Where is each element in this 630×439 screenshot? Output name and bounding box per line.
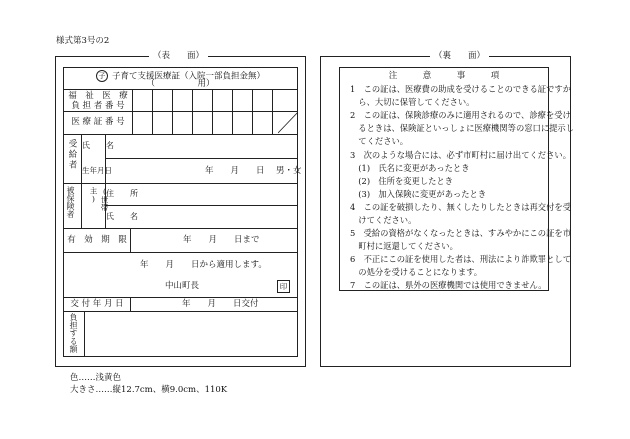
cell-line (192, 89, 193, 134)
label-name-2: 氏 名 (106, 212, 138, 221)
apply-text: 年 月 日から適用します。 (140, 260, 267, 270)
front-title-text: 子育て支援医療証（入院一部負担金無） (111, 71, 265, 82)
divider (63, 311, 298, 312)
back-heading: 注 意 事 項 (388, 71, 500, 81)
circled-ko-icon: 子 (96, 70, 108, 82)
note-line: (1) 氏名に変更があったとき (350, 163, 470, 173)
front-section-label: （表 面） (149, 52, 208, 61)
front-subtitle: （ 用） (146, 79, 215, 89)
label-futansha-bangou: 負 担 者 番 号 (71, 101, 125, 111)
label-jukyusha: 受給者 (67, 139, 77, 171)
note-line: (3) 加入保険に変更があったとき (350, 189, 487, 199)
note-line: るときは、保険証といっしょに医療機関等の窓口に提示し (350, 123, 575, 133)
cell-line (232, 89, 233, 134)
note-line: 3 次のような場合には、必ず市町村に届け出てください。 (350, 150, 571, 160)
label-fukushi-iryou: 福 祉 医 療 (68, 91, 128, 101)
cell-line (84, 311, 85, 357)
note-line: 7 この証は、県外の医療機関では使用できません。 (350, 280, 547, 290)
note-line: 2 この証は、保険診療のみに適用されるので、診療を受け (350, 110, 571, 120)
back-section-label: （裏 面） (430, 52, 489, 61)
corner-slash (278, 111, 298, 134)
cell-line (132, 89, 133, 134)
form-number: 様式第3号の2 (56, 36, 110, 46)
divider (63, 228, 298, 229)
label-hihokensha: 被保険者 (66, 186, 75, 218)
note-line: てください。 (350, 136, 409, 146)
validity-value: 年 月 日まで (183, 235, 260, 245)
divider (63, 134, 298, 135)
note-line: 1 この証は、医療費の助成を受けることのできる証ですか (350, 84, 571, 94)
cell-line (272, 89, 273, 134)
cell-line (172, 89, 173, 134)
note-line: 町村に返還してください。 (350, 241, 458, 251)
issue-date-value: 年 月 日交付 (182, 299, 259, 309)
cell-line (212, 89, 213, 134)
note-line: 5 受給の資格がなくなったときは、すみやかにこの証を市 (350, 228, 571, 238)
divider (63, 297, 298, 298)
note-line: (2) 住所を変更したとき (350, 176, 454, 186)
seal-mark: 印 (277, 280, 290, 293)
cell-line (130, 297, 131, 311)
note-line: 6 不正にこの証を使用した者は、刑法により詐欺罪として (350, 254, 571, 264)
label-name-1: 氏 名 (82, 141, 114, 150)
divider (63, 111, 298, 112)
label-address: 住 所 (106, 189, 138, 198)
gender-value: 男・女 (276, 166, 302, 176)
cell-line (81, 183, 82, 228)
note-line: ら、大切に保管してください。 (350, 97, 475, 107)
label-birthdate: 生年月日 (82, 166, 112, 175)
label-validity: 有 効 期 限 (67, 235, 127, 245)
note-line: 4 この証を破損したり、無くしたりしたときは再交付を受 (350, 202, 571, 212)
divider (105, 205, 298, 206)
note-line: けてください。 (350, 215, 417, 225)
birthdate-value: 年 月 日 (205, 166, 265, 176)
cell-line (152, 89, 153, 134)
note-line: の処分を受けることになります。 (350, 267, 483, 277)
footer-color: 色……浅黄色 (70, 373, 122, 383)
divider (63, 183, 298, 184)
cell-line (252, 89, 253, 134)
label-iryousho-bangou: 医 療 証 番 号 (71, 117, 125, 127)
label-setainushi: (世帯主) (89, 187, 109, 211)
divider (63, 89, 298, 90)
footer-size: 大きさ……縦12.7cm、横9.0cm、110K (70, 385, 228, 395)
divider (105, 158, 298, 159)
mayor-name: 中山町長 (165, 281, 200, 291)
cell-line (130, 228, 131, 252)
label-burden-amount: 負担する額 (69, 313, 78, 353)
divider (63, 252, 298, 253)
label-issue-date: 交 付 年 月 日 (70, 299, 124, 309)
